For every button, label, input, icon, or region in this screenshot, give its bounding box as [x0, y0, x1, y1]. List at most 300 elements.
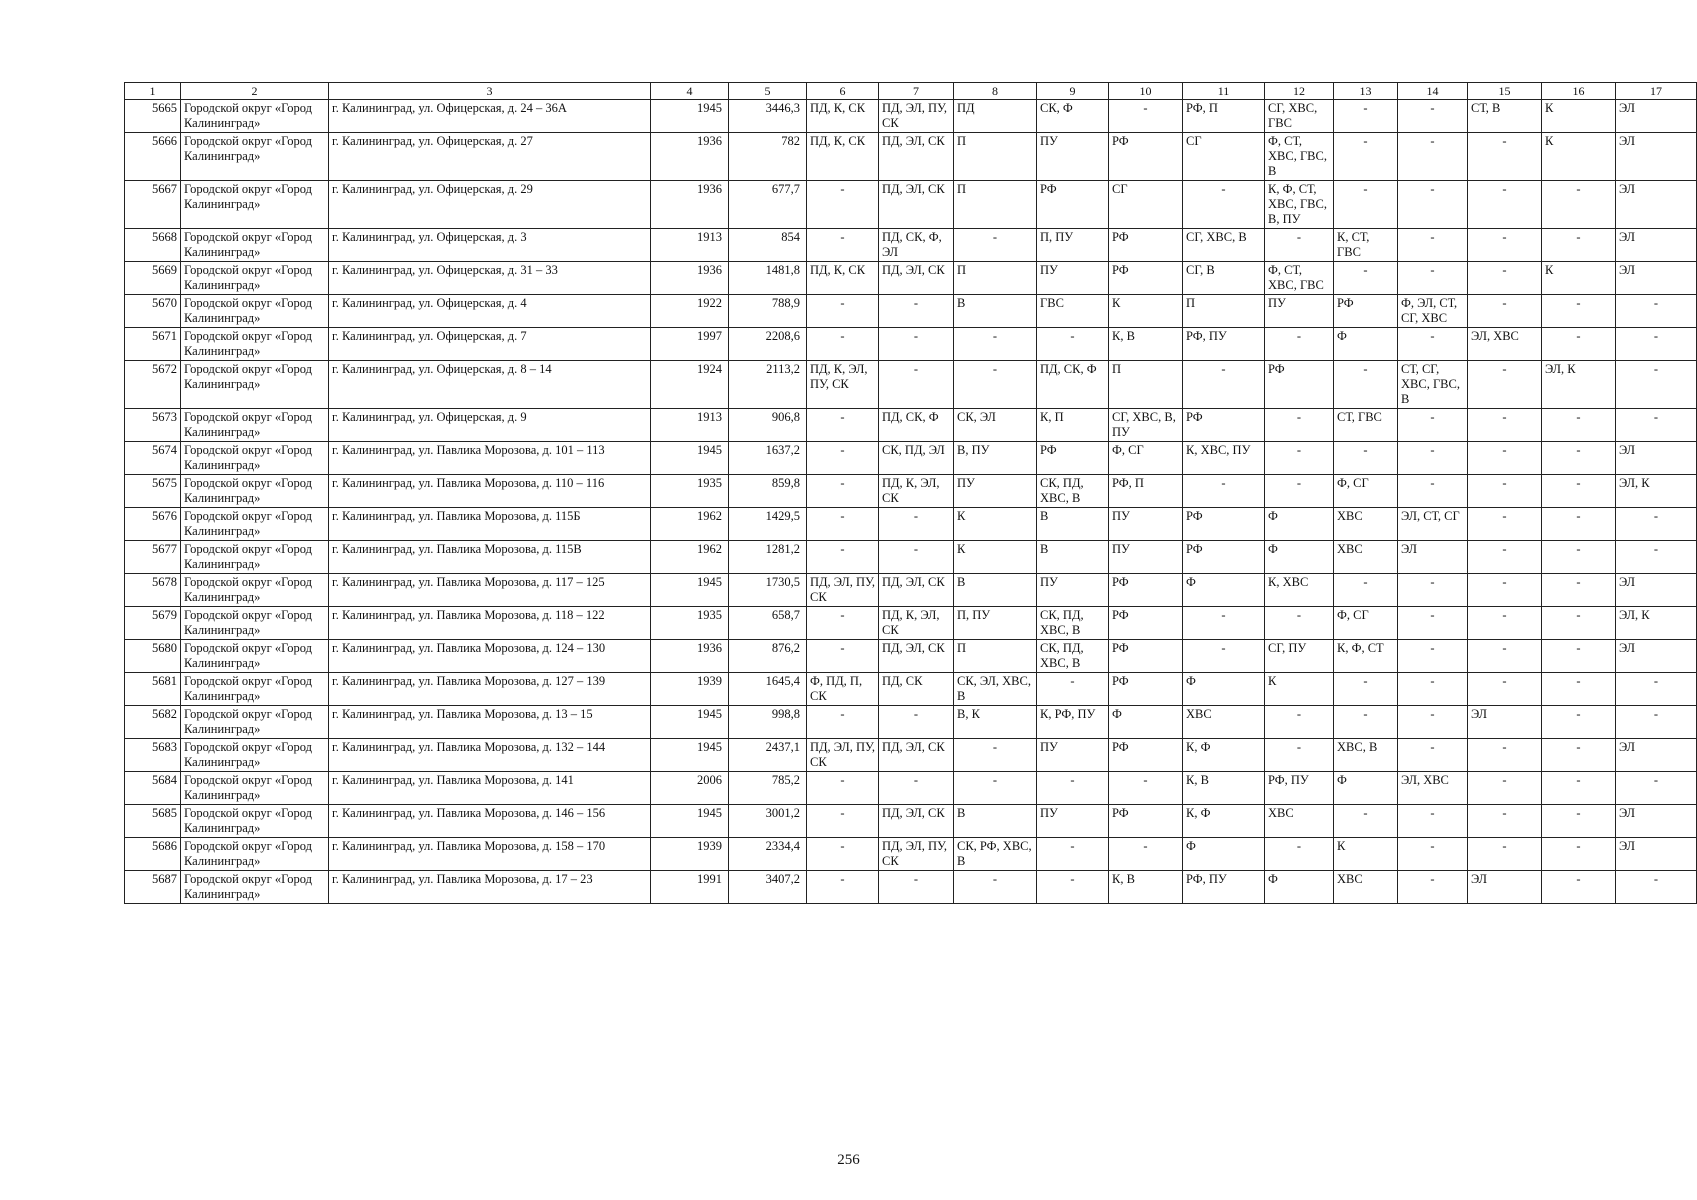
table-row: [125, 475, 1697, 508]
table-cell: СТ, ГВС: [1334, 409, 1398, 442]
table-row: [125, 133, 1697, 181]
table-row: [125, 640, 1697, 673]
table-cell: ПД, ЭЛ, СК: [879, 805, 954, 838]
table-cell: 658,7: [729, 607, 807, 640]
column-number-16: 16: [1542, 83, 1616, 100]
table-cell: 1922: [651, 295, 729, 328]
table-cell: СГ, В: [1183, 262, 1265, 295]
table-cell: -: [1468, 475, 1542, 508]
table-cell: 1945: [651, 442, 729, 475]
table-cell: -: [1616, 328, 1697, 361]
table-cell: -: [1468, 838, 1542, 871]
table-cell: г. Калининград, ул. Павлика Морозова, д. 110 – 116: [329, 475, 651, 508]
table-cell: -: [1542, 229, 1616, 262]
table-cell: ПУ: [1109, 541, 1183, 574]
table-cell: г. Калининград, ул. Павлика Морозова, д. 17 – 23: [329, 871, 651, 904]
table-cell: Ф: [1109, 706, 1183, 739]
table-cell: РФ: [1109, 133, 1183, 181]
table-cell: РФ, П: [1109, 475, 1183, 508]
table-cell: 1730,5: [729, 574, 807, 607]
table-cell: СК, ПД, ХВС, В: [1037, 475, 1109, 508]
table-cell: -: [1037, 328, 1109, 361]
table-cell: Ф: [1265, 508, 1334, 541]
registry-table: [124, 82, 1697, 904]
table-cell: 1962: [651, 508, 729, 541]
table-cell: К, СТ, ГВС: [1334, 229, 1398, 262]
table-cell: 1481,8: [729, 262, 807, 295]
table-cell: Городской округ «Город Калининград»: [181, 442, 329, 475]
column-number-12: 12: [1265, 83, 1334, 100]
table-cell: -: [1542, 508, 1616, 541]
table-cell: 1939: [651, 673, 729, 706]
table-cell: В: [1037, 541, 1109, 574]
table-cell: 5680: [125, 640, 181, 673]
table-row: [125, 361, 1697, 409]
table-cell: -: [1542, 772, 1616, 805]
column-number-1: 1: [125, 83, 181, 100]
table-cell: -: [1468, 508, 1542, 541]
table-cell: РФ: [1183, 409, 1265, 442]
table-cell: РФ: [1109, 574, 1183, 607]
table-cell: Городской округ «Город Калининград»: [181, 508, 329, 541]
table-cell: ЭЛ, К: [1616, 607, 1697, 640]
table-cell: К, В: [1183, 772, 1265, 805]
table-row: [125, 508, 1697, 541]
table-cell: -: [954, 871, 1037, 904]
table-cell: -: [1265, 706, 1334, 739]
table-cell: г. Калининград, ул. Павлика Морозова, д. 115В: [329, 541, 651, 574]
table-cell: -: [807, 706, 879, 739]
column-number-13: 13: [1334, 83, 1398, 100]
table-cell: Городской округ «Город Калининград»: [181, 607, 329, 640]
column-number-10: 10: [1109, 83, 1183, 100]
table-cell: ПУ: [1037, 262, 1109, 295]
table-cell: Ф: [1183, 838, 1265, 871]
table-cell: Городской округ «Город Калининград»: [181, 805, 329, 838]
table-cell: -: [1542, 475, 1616, 508]
table-cell: -: [1468, 409, 1542, 442]
table-cell: К, РФ, ПУ: [1037, 706, 1109, 739]
table-cell: г. Калининград, ул. Офицерская, д. 27: [329, 133, 651, 181]
table-cell: г. Калининград, ул. Павлика Морозова, д. 141: [329, 772, 651, 805]
table-cell: СК, Ф: [1037, 100, 1109, 133]
table-cell: г. Калининград, ул. Офицерская, д. 24 – 36А: [329, 100, 651, 133]
table-cell: 1936: [651, 181, 729, 229]
table-cell: 2437,1: [729, 739, 807, 772]
table-cell: 1913: [651, 409, 729, 442]
table-cell: ПД, СК, Ф: [1037, 361, 1109, 409]
table-cell: 5679: [125, 607, 181, 640]
table-cell: -: [1037, 772, 1109, 805]
table-cell: ПД, ЭЛ, СК: [879, 574, 954, 607]
table-cell: П, ПУ: [1037, 229, 1109, 262]
table-cell: -: [807, 328, 879, 361]
table-cell: В: [1037, 508, 1109, 541]
table-cell: 1936: [651, 133, 729, 181]
table-cell: Городской округ «Город Калининград»: [181, 133, 329, 181]
table-cell: ПУ: [1037, 805, 1109, 838]
table-cell: К: [1542, 133, 1616, 181]
table-cell: 1945: [651, 739, 729, 772]
table-cell: ЭЛ: [1616, 640, 1697, 673]
table-cell: РФ: [1265, 361, 1334, 409]
table-cell: -: [879, 295, 954, 328]
table-row: [125, 229, 1697, 262]
column-number-4: 4: [651, 83, 729, 100]
table-cell: В: [954, 805, 1037, 838]
table-cell: -: [1265, 328, 1334, 361]
table-cell: Ф, СТ, ХВС, ГВС, В: [1265, 133, 1334, 181]
table-cell: К: [954, 508, 1037, 541]
table-cell: ЭЛ, СТ, СГ: [1398, 508, 1468, 541]
table-cell: СГ: [1183, 133, 1265, 181]
table-cell: -: [879, 508, 954, 541]
table-cell: ПД: [954, 100, 1037, 133]
table-cell: г. Калининград, ул. Павлика Морозова, д. 127 – 139: [329, 673, 651, 706]
table-cell: -: [1616, 673, 1697, 706]
table-cell: СТ, В: [1468, 100, 1542, 133]
table-cell: 2208,6: [729, 328, 807, 361]
table-row: [125, 328, 1697, 361]
table-cell: г. Калининград, ул. Павлика Морозова, д. 101 – 113: [329, 442, 651, 475]
table-cell: 1991: [651, 871, 729, 904]
table-row: [125, 739, 1697, 772]
table-cell: 5681: [125, 673, 181, 706]
table-cell: РФ: [1334, 295, 1398, 328]
table-cell: ЭЛ: [1616, 805, 1697, 838]
table-cell: 5675: [125, 475, 181, 508]
table-cell: г. Калининград, ул. Офицерская, д. 8 – 14: [329, 361, 651, 409]
table-row: [125, 442, 1697, 475]
table-cell: 1962: [651, 541, 729, 574]
table-cell: РФ: [1109, 640, 1183, 673]
table-cell: ПД, К, СК: [807, 133, 879, 181]
table-cell: -: [1334, 706, 1398, 739]
table-cell: -: [1616, 871, 1697, 904]
table-row: [125, 607, 1697, 640]
table-cell: -: [1542, 541, 1616, 574]
table-cell: В: [954, 574, 1037, 607]
table-cell: -: [1265, 607, 1334, 640]
table-cell: СГ, ХВС, ГВС: [1265, 100, 1334, 133]
table-cell: -: [1398, 442, 1468, 475]
table-cell: ЭЛ: [1468, 871, 1542, 904]
table-cell: Городской округ «Город Калининград»: [181, 706, 329, 739]
table-cell: 1913: [651, 229, 729, 262]
table-cell: 1945: [651, 706, 729, 739]
table-cell: ЭЛ: [1616, 574, 1697, 607]
table-row: [125, 673, 1697, 706]
table-cell: 3001,2: [729, 805, 807, 838]
table-cell: ПУ: [1265, 295, 1334, 328]
table-cell: -: [1183, 607, 1265, 640]
table-cell: 1936: [651, 262, 729, 295]
table-cell: ЭЛ, ХВС: [1468, 328, 1542, 361]
table-cell: -: [1265, 838, 1334, 871]
table-cell: Ф: [1183, 574, 1265, 607]
table-cell: СК, ЭЛ: [954, 409, 1037, 442]
table-cell: ПД, ЭЛ, ПУ, СК: [807, 739, 879, 772]
table-cell: К: [1542, 262, 1616, 295]
table-cell: П: [1183, 295, 1265, 328]
table-cell: Городской округ «Город Калининград»: [181, 574, 329, 607]
table-cell: -: [1616, 508, 1697, 541]
table-cell: 5669: [125, 262, 181, 295]
table-cell: -: [1398, 475, 1468, 508]
table-cell: СК, ПД, ХВС, В: [1037, 607, 1109, 640]
table-cell: ПД, ЭЛ, ПУ, СК: [879, 838, 954, 871]
table-cell: 1945: [651, 574, 729, 607]
table-cell: ПД, К, СК: [807, 262, 879, 295]
table-cell: РФ: [1109, 805, 1183, 838]
table-cell: Ф: [1183, 673, 1265, 706]
table-cell: ПУ: [1037, 739, 1109, 772]
table-cell: -: [1468, 673, 1542, 706]
table-cell: РФ: [1037, 442, 1109, 475]
table-cell: 5684: [125, 772, 181, 805]
table-cell: 2006: [651, 772, 729, 805]
table-cell: 5666: [125, 133, 181, 181]
table-cell: К, Ф, СТ, ХВС, ГВС, В, ПУ: [1265, 181, 1334, 229]
table-cell: РФ: [1109, 229, 1183, 262]
table-cell: Городской округ «Город Калининград»: [181, 361, 329, 409]
table-cell: 5677: [125, 541, 181, 574]
column-number-3: 3: [329, 83, 651, 100]
table-cell: П: [954, 181, 1037, 229]
table-cell: -: [1398, 328, 1468, 361]
table-cell: РФ, П: [1183, 100, 1265, 133]
table-cell: г. Калининград, ул. Офицерская, д. 31 – 33: [329, 262, 651, 295]
table-cell: -: [1468, 607, 1542, 640]
table-cell: -: [1334, 133, 1398, 181]
table-cell: -: [1398, 100, 1468, 133]
table-cell: -: [1398, 673, 1468, 706]
table-cell: 5678: [125, 574, 181, 607]
column-number-6: 6: [807, 83, 879, 100]
table-cell: -: [1616, 361, 1697, 409]
table-cell: СК, ЭЛ, ХВС, В: [954, 673, 1037, 706]
table-cell: РФ, ПУ: [1183, 871, 1265, 904]
table-cell: К, Ф: [1183, 805, 1265, 838]
table-cell: -: [1398, 607, 1468, 640]
table-cell: -: [1037, 871, 1109, 904]
table-cell: К: [1109, 295, 1183, 328]
table-cell: РФ: [1109, 673, 1183, 706]
table-cell: 5672: [125, 361, 181, 409]
table-cell: -: [1183, 181, 1265, 229]
table-cell: 2334,4: [729, 838, 807, 871]
table-cell: -: [807, 640, 879, 673]
table-cell: ПД, ЭЛ, СК: [879, 262, 954, 295]
table-cell: -: [1183, 475, 1265, 508]
table-cell: г. Калининград, ул. Павлика Морозова, д. 13 – 15: [329, 706, 651, 739]
table-cell: К: [1265, 673, 1334, 706]
table-cell: 854: [729, 229, 807, 262]
column-number-5: 5: [729, 83, 807, 100]
column-number-7: 7: [879, 83, 954, 100]
table-cell: -: [1334, 262, 1398, 295]
table-cell: 788,9: [729, 295, 807, 328]
table-cell: ЭЛ: [1468, 706, 1542, 739]
table-cell: 1997: [651, 328, 729, 361]
table-row: [125, 871, 1697, 904]
table-cell: -: [1468, 229, 1542, 262]
table-cell: ЭЛ: [1616, 262, 1697, 295]
table-row: [125, 100, 1697, 133]
table-cell: К, В: [1109, 871, 1183, 904]
table-cell: Городской округ «Город Калининград»: [181, 739, 329, 772]
table-row: [125, 541, 1697, 574]
table-cell: -: [1109, 838, 1183, 871]
table-cell: 5673: [125, 409, 181, 442]
table-cell: СГ, ПУ: [1265, 640, 1334, 673]
table-cell: г. Калининград, ул. Павлика Морозова, д. 158 – 170: [329, 838, 651, 871]
table-cell: ЭЛ: [1616, 100, 1697, 133]
column-number-14: 14: [1398, 83, 1468, 100]
table-cell: -: [1398, 706, 1468, 739]
table-cell: -: [1468, 133, 1542, 181]
table-cell: 5685: [125, 805, 181, 838]
table-cell: 785,2: [729, 772, 807, 805]
table-cell: 5686: [125, 838, 181, 871]
table-cell: г. Калининград, ул. Павлика Морозова, д. 132 – 144: [329, 739, 651, 772]
table-cell: РФ: [1183, 508, 1265, 541]
table-cell: К, П: [1037, 409, 1109, 442]
table-cell: СГ, ХВС, В: [1183, 229, 1265, 262]
table-cell: -: [1265, 739, 1334, 772]
table-cell: Ф: [1334, 328, 1398, 361]
table-cell: -: [1398, 181, 1468, 229]
table-cell: 1637,2: [729, 442, 807, 475]
table-cell: Городской округ «Город Калининград»: [181, 328, 329, 361]
table-cell: -: [1542, 640, 1616, 673]
column-number-2: 2: [181, 83, 329, 100]
table-cell: -: [1542, 739, 1616, 772]
table-cell: -: [1468, 442, 1542, 475]
table-cell: -: [954, 229, 1037, 262]
table-cell: Городской округ «Город Калининград»: [181, 475, 329, 508]
table-cell: ПУ: [1037, 574, 1109, 607]
table-cell: 906,8: [729, 409, 807, 442]
table-cell: Городской округ «Город Калининград»: [181, 541, 329, 574]
table-cell: 1281,2: [729, 541, 807, 574]
table-cell: РФ: [1183, 541, 1265, 574]
table-cell: ПД, ЭЛ, СК: [879, 133, 954, 181]
page-number: 256: [837, 1152, 860, 1168]
table-cell: СК, РФ, ХВС, В: [954, 838, 1037, 871]
table-cell: ПУ: [1037, 133, 1109, 181]
table-cell: ПД, СК: [879, 673, 954, 706]
table-cell: 782: [729, 133, 807, 181]
table-cell: -: [807, 607, 879, 640]
table-cell: Городской округ «Город Калининград»: [181, 100, 329, 133]
table-cell: ЭЛ: [1616, 181, 1697, 229]
table-cell: Ф, ПД, П, СК: [807, 673, 879, 706]
table-cell: -: [1616, 409, 1697, 442]
table-cell: -: [879, 706, 954, 739]
table-cell: -: [807, 838, 879, 871]
table-cell: 5665: [125, 100, 181, 133]
table-cell: -: [1398, 409, 1468, 442]
table-cell: П: [954, 133, 1037, 181]
table-cell: -: [1398, 640, 1468, 673]
table-cell: ЭЛ, К: [1542, 361, 1616, 409]
table-cell: -: [1468, 295, 1542, 328]
table-cell: -: [879, 772, 954, 805]
table-cell: -: [1542, 181, 1616, 229]
table-cell: Ф, СГ: [1334, 607, 1398, 640]
table-cell: -: [1542, 871, 1616, 904]
table-cell: К, Ф: [1183, 739, 1265, 772]
table-cell: К, Ф, СТ: [1334, 640, 1398, 673]
table-cell: -: [1398, 262, 1468, 295]
table-cell: ХВС: [1183, 706, 1265, 739]
table-cell: ПД, К, ЭЛ, СК: [879, 475, 954, 508]
table-cell: -: [1265, 409, 1334, 442]
column-number-11: 11: [1183, 83, 1265, 100]
table-cell: Ф, СТ, ХВС, ГВС: [1265, 262, 1334, 295]
table-row: [125, 574, 1697, 607]
table-cell: г. Калининград, ул. Офицерская, д. 7: [329, 328, 651, 361]
table-cell: 3407,2: [729, 871, 807, 904]
table-cell: 876,2: [729, 640, 807, 673]
table-cell: СГ, ХВС, В, ПУ: [1109, 409, 1183, 442]
table-cell: П: [954, 262, 1037, 295]
table-cell: -: [1334, 805, 1398, 838]
table-cell: -: [1183, 361, 1265, 409]
table-cell: -: [1265, 442, 1334, 475]
table-cell: -: [1468, 739, 1542, 772]
table-cell: СК, ПД, ЭЛ: [879, 442, 954, 475]
table-cell: -: [1334, 574, 1398, 607]
table-cell: 1935: [651, 607, 729, 640]
table-cell: г. Калининград, ул. Павлика Морозова, д. 146 – 156: [329, 805, 651, 838]
table-cell: Городской округ «Город Калининград»: [181, 673, 329, 706]
table-cell: -: [1542, 673, 1616, 706]
table-cell: -: [1542, 442, 1616, 475]
table-cell: г. Калининград, ул. Офицерская, д. 9: [329, 409, 651, 442]
table-cell: -: [1265, 229, 1334, 262]
column-number-header-row: [125, 83, 1697, 100]
table-cell: Ф: [1265, 541, 1334, 574]
table-cell: ХВС: [1334, 541, 1398, 574]
table-cell: 1645,4: [729, 673, 807, 706]
table-cell: ПУ: [1109, 508, 1183, 541]
table-cell: 1924: [651, 361, 729, 409]
column-number-17: 17: [1616, 83, 1697, 100]
table-cell: -: [1265, 475, 1334, 508]
table-cell: 998,8: [729, 706, 807, 739]
table-cell: -: [1468, 262, 1542, 295]
table-cell: -: [879, 541, 954, 574]
table-cell: Городской округ «Город Калининград»: [181, 409, 329, 442]
table-cell: ХВС, В: [1334, 739, 1398, 772]
table-cell: -: [807, 229, 879, 262]
table-cell: -: [1468, 181, 1542, 229]
table-cell: -: [1109, 100, 1183, 133]
table-cell: Ф, СГ: [1334, 475, 1398, 508]
table-cell: СТ, СГ, ХВС, ГВС, В: [1398, 361, 1468, 409]
table-cell: -: [1542, 409, 1616, 442]
table-cell: -: [879, 361, 954, 409]
table-cell: 5674: [125, 442, 181, 475]
table-cell: К: [1334, 838, 1398, 871]
table-cell: Городской округ «Город Калининград»: [181, 262, 329, 295]
table-cell: -: [1398, 229, 1468, 262]
table-cell: -: [1334, 100, 1398, 133]
table-cell: ЭЛ: [1616, 442, 1697, 475]
table-cell: ПД, К, ЭЛ, СК: [879, 607, 954, 640]
